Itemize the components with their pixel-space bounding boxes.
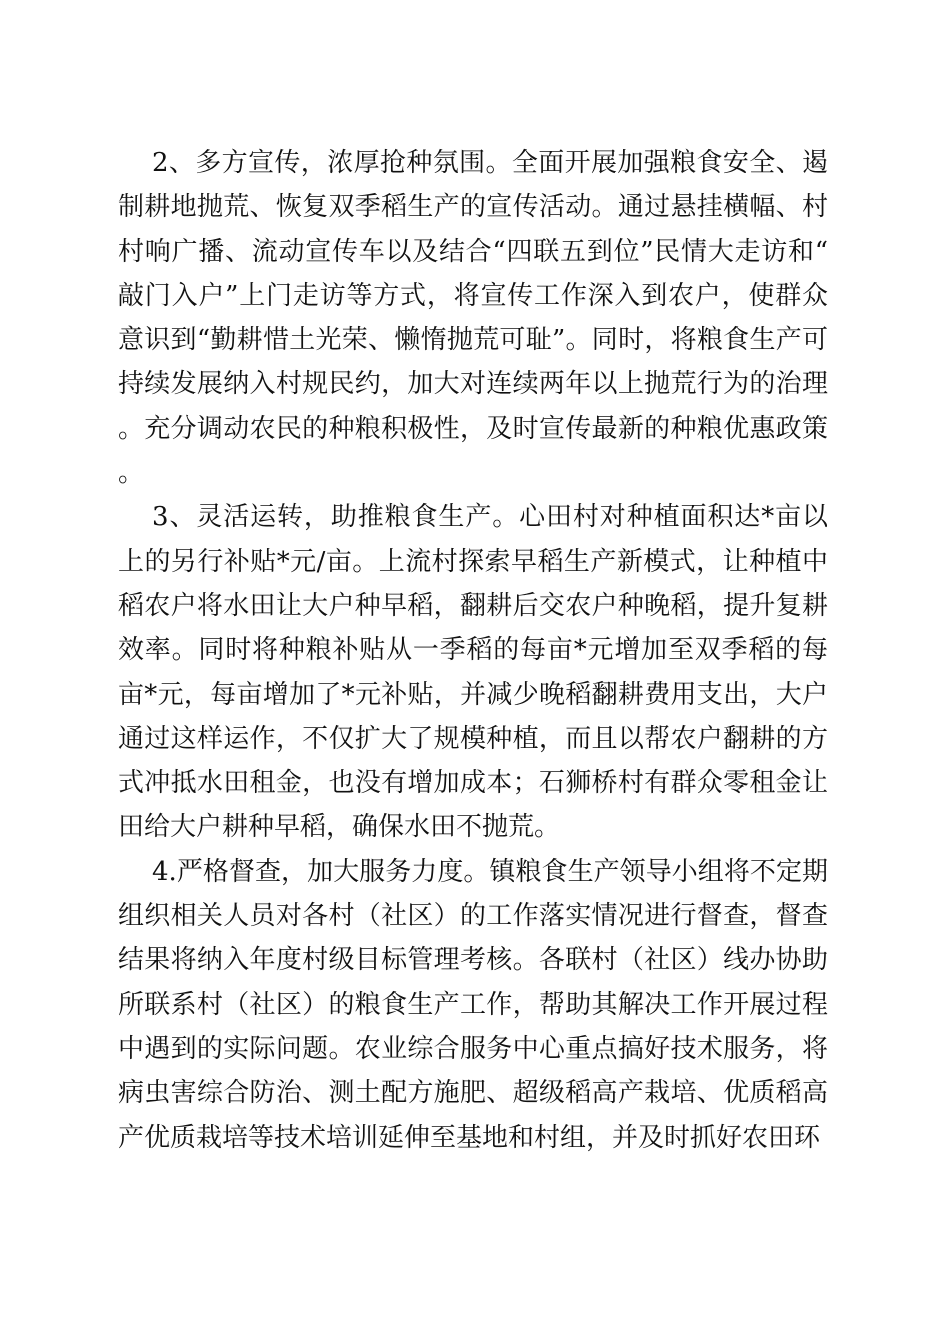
paragraph-flexible-operation: 3、灵活运转，助推粮食生产。心田村对种植面积达*亩以上的另行补贴*元/亩。上流村探索早稻生产新模式，让种植中稻农户将水田让大户种早稻，翻耕后交农户种晚稻，提升复耕效率。同时将种粮补贴从一季稻的每亩*元增加至双季稻的每亩*元，每亩增加了*元补贴，并减少晚稻翻耕费用支出，大户通过这样运作，不仅扩大了规模种植，而且以帮农户翻耕的方式冲抵水田租金，也没有增加成本；石狮桥村有群众零租金让田给大户耕种早稻，确保水田不抛荒。 [118, 502, 828, 843]
document-body [118, 141, 828, 1160]
paragraph-supervision: 4.严格督查，加大服务力度。镇粮食生产领导小组将不定期组织相关人员对各村（社区）的工作落实情况进行督查，督查结果将纳入年度村级目标管理考核。各联村（社区）线办协助所联系村（社区）的粮食生产工作，帮助其解决工作开展过程中遇到的实际问题。农业综合服务中心重点搞好技术服务，将病虫害综合防治、测土配方施肥、超级稻高产栽培、优质稻高产优质栽培等技术培训延伸至基地和村组，并及时抓好农田环 [118, 856, 828, 1153]
paragraph-publicity: 2、多方宣传，浓厚抢种氛围。全面开展加强粮食安全、遏制耕地抛荒、恢复双季稻生产的宣传活动。通过悬挂横幅、村村响广播、流动宣传车以及结合“四联五到位”民情大走访和“敲门入户”上门走访等方式，将宣传工作深入到农户，使群众意识到“勤耕惜土光荣、懒惰抛荒可耻”。同时，将粮食生产可持续发展纳入村规民约，加大对连续两年以上抛荒行为的治理。充分调动农民的种粮积极性，及时宣传最新的种粮优惠政策。 [118, 148, 828, 489]
